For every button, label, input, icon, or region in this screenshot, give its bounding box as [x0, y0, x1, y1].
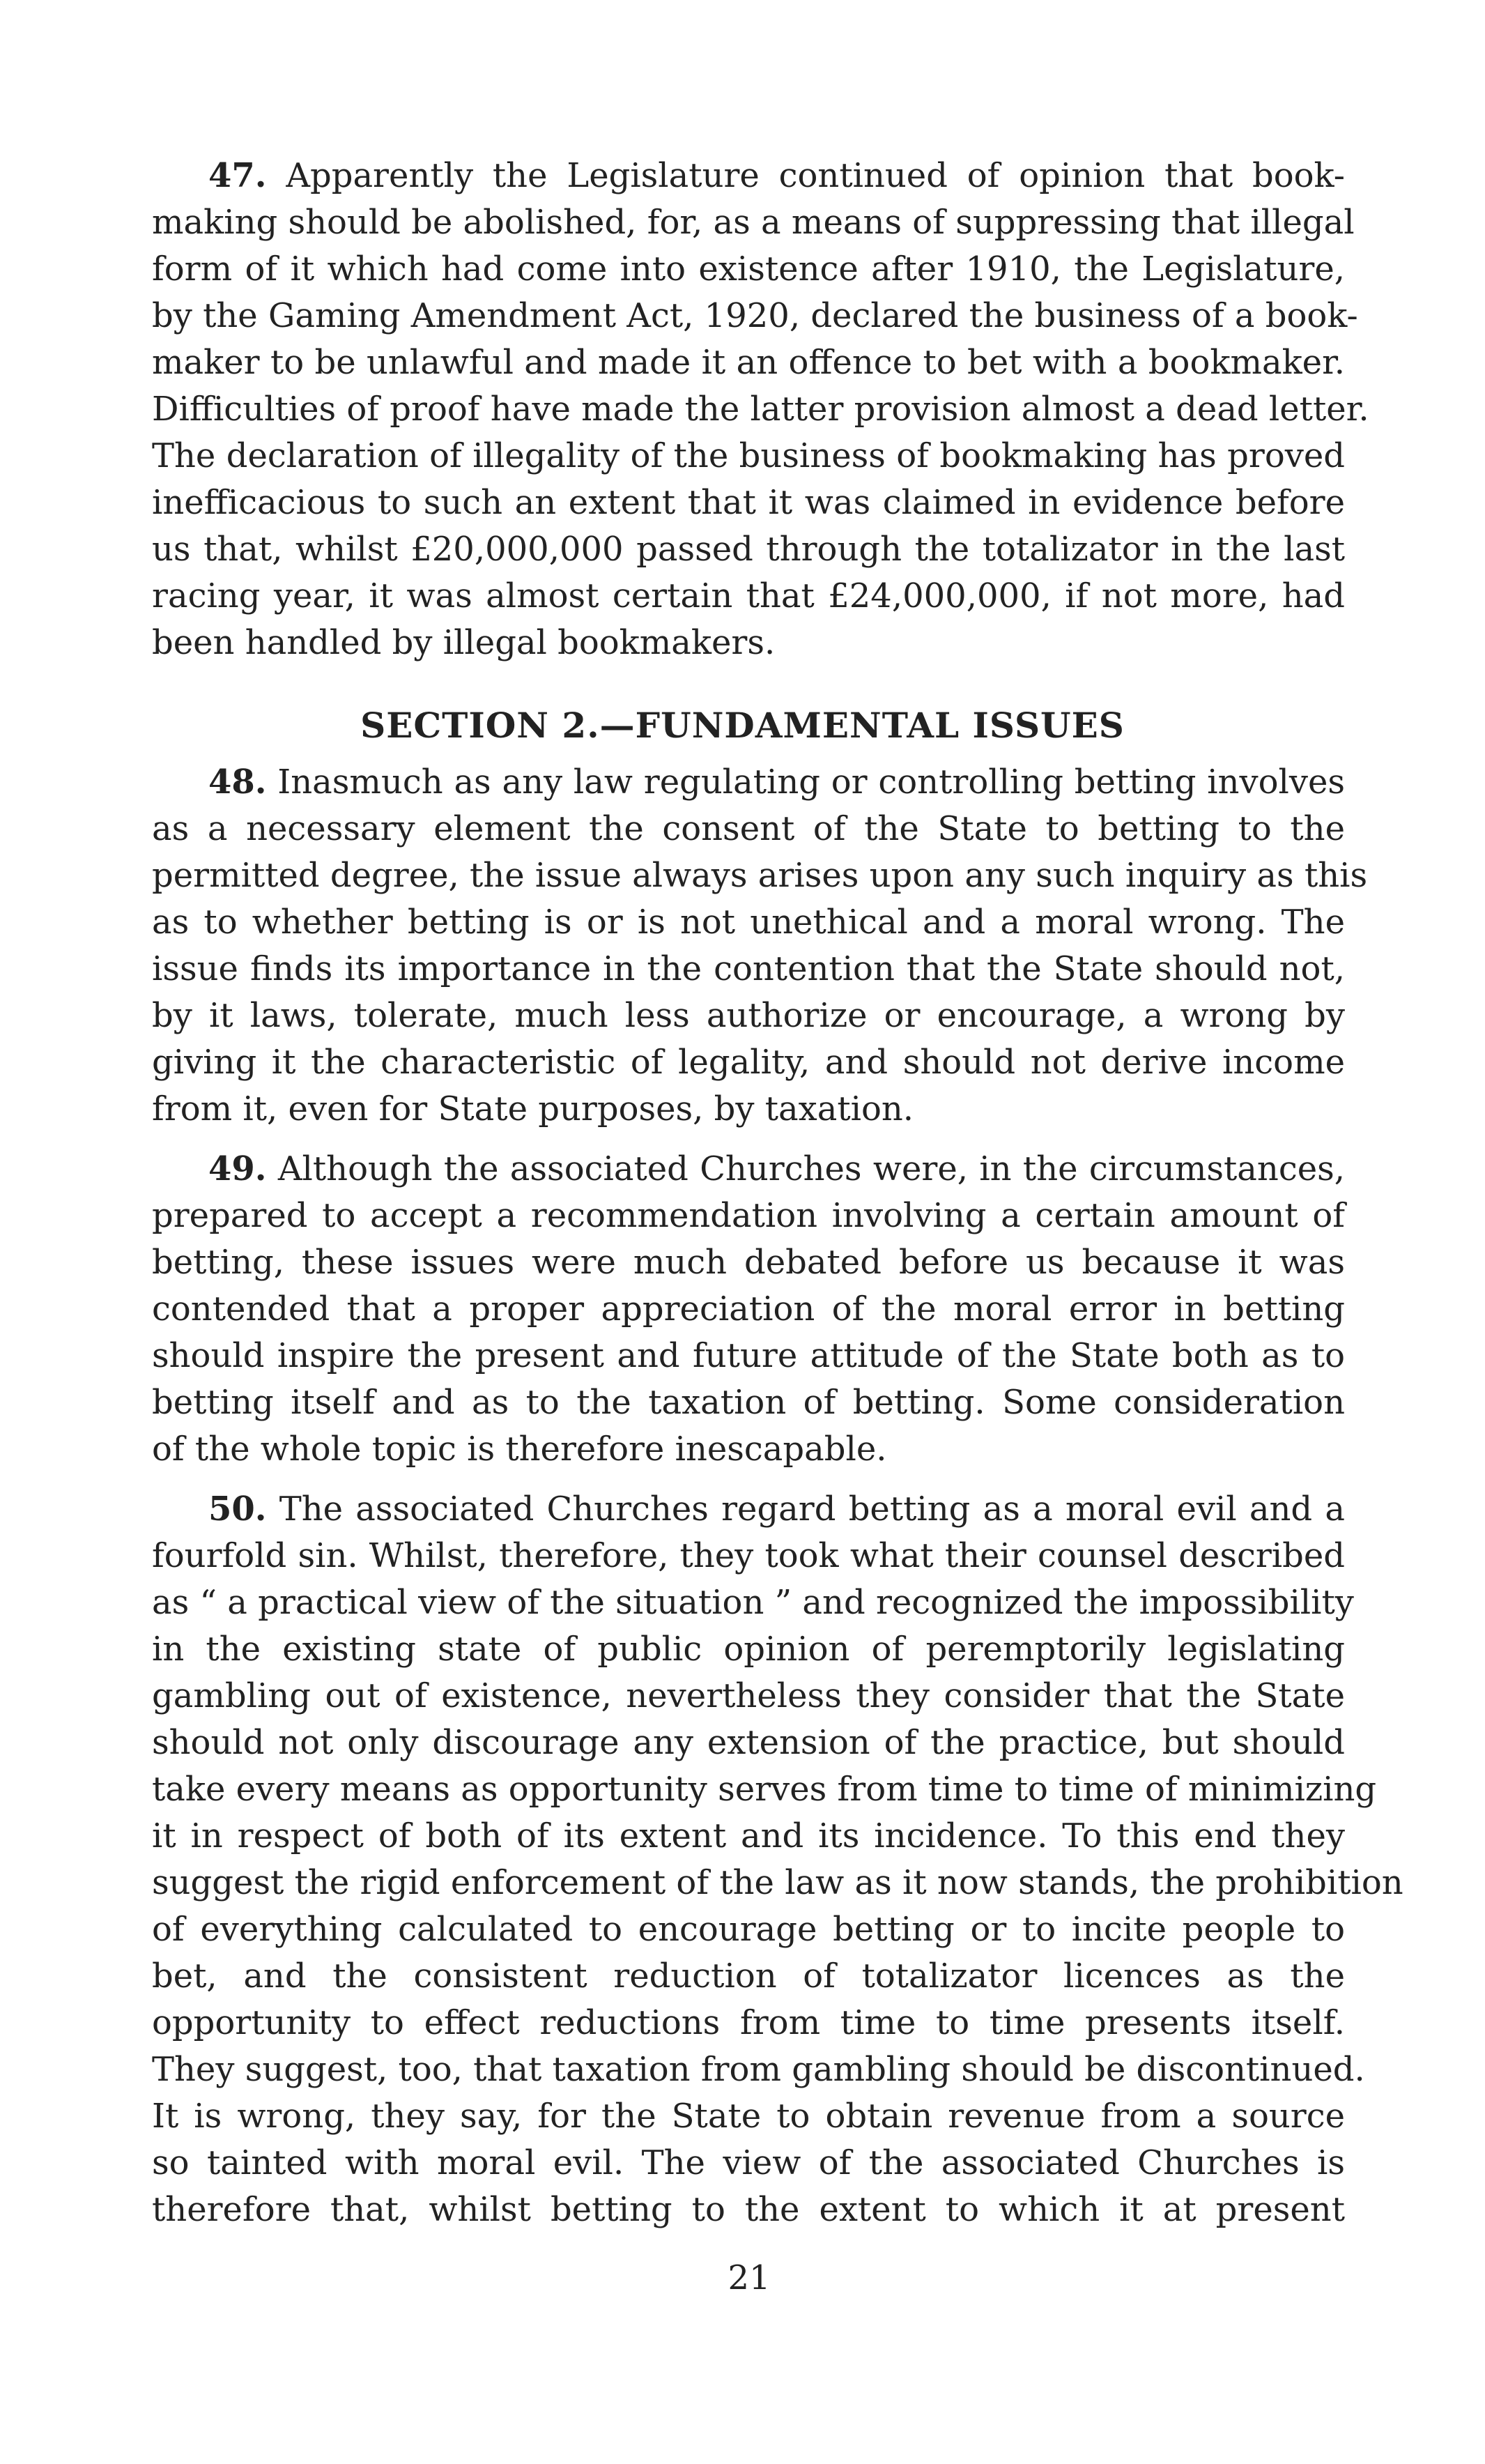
- paragraph-line: of the whole topic is therefore inescapable.: [152, 1430, 887, 1469]
- paragraph-line: making should be abolished, for, as a means of suppressing that illegal: [152, 203, 1355, 242]
- paragraph-line: racing year, it was almost certain that £24,000,000, if not more, had: [152, 576, 1345, 615]
- paragraph-line: gambling out of existence, nevertheless they consider that the State: [152, 1676, 1345, 1715]
- paragraph-line: permitted degree, the issue always arises upon any such inquiry as this: [152, 856, 1368, 895]
- paragraph-line: betting, these issues were much debated before us because it was: [152, 1243, 1345, 1282]
- paragraph-line: 48. Inasmuch as any law regulating or controlling betting involves: [208, 763, 1345, 802]
- paragraph-number: 47.: [208, 156, 267, 195]
- paragraph-line: as “ a practical view of the situation ” and recognized the impossibility: [152, 1583, 1354, 1622]
- paragraph-line: by the Gaming Amendment Act, 1920, declared the business of a book-: [152, 296, 1358, 335]
- paragraph-line: so tainted with moral evil. The view of the associated Churches is: [152, 2143, 1345, 2182]
- paragraph-line: fourfold sin. Whilst, therefore, they took what their counsel described: [152, 1536, 1345, 1575]
- paragraph-line: form of it which had come into existence after 1910, the Legislature,: [152, 250, 1345, 289]
- section-heading: SECTION 2.—FUNDAMENTAL ISSUES: [360, 705, 1125, 746]
- paragraph-line: should not only discourage any extension of the practice, but should: [152, 1723, 1345, 1762]
- paragraph-line: issue finds its importance in the contention that the State should not,: [152, 949, 1345, 988]
- page-number: 21: [728, 2258, 771, 2297]
- paragraph-line: prepared to accept a recommendation involving a certain amount of: [152, 1196, 1345, 1235]
- paragraph-line: suggest the rigid enforcement of the law as it now stands, the prohibition: [152, 1863, 1403, 1902]
- paragraph-line: betting itself and as to the taxation of betting. Some consideration: [152, 1383, 1345, 1422]
- paragraph-line: bet, and the consistent reduction of totalizator licences as the: [152, 1957, 1345, 1996]
- paragraph-line: 49. Although the associated Churches were, in the circumstances,: [208, 1149, 1345, 1188]
- paragraph-line: in the existing state of public opinion of peremptorily legislating: [152, 1630, 1345, 1669]
- paragraph-line: The declaration of illegality of the business of bookmaking has proved: [152, 436, 1345, 475]
- paragraph-line: us that, whilst £20,000,000 passed through the totalizator in the last: [152, 530, 1345, 569]
- paragraph-line: giving it the characteristic of legality, and should not derive income: [152, 1043, 1345, 1082]
- paragraph-line: 50. The associated Churches regard betting as a moral evil and a: [208, 1490, 1345, 1529]
- paragraph-line: 47. Apparently the Legislature continued of opinion that book-: [208, 156, 1345, 195]
- paragraph-line: from it, even for State purposes, by taxation.: [152, 1089, 914, 1128]
- paragraph-line: Difficulties of proof have made the latter provision almost a dead letter.: [152, 390, 1369, 429]
- paragraph-line: been handled by illegal bookmakers.: [152, 623, 776, 662]
- paragraph-line: take every means as opportunity serves from time to time of minimizing: [152, 1770, 1377, 1809]
- paragraph-line: by it laws, tolerate, much less authorize or encourage, a wrong by: [152, 996, 1345, 1035]
- paragraph-line: as to whether betting is or is not unethical and a moral wrong. The: [152, 903, 1345, 942]
- paragraph-line: contended that a proper appreciation of the moral error in betting: [152, 1290, 1345, 1329]
- paragraph-line: therefore that, whilst betting to the extent to which it at present: [152, 2190, 1345, 2229]
- paragraph-line: as a necessary element the consent of the State to betting to the: [152, 809, 1345, 848]
- paragraph-line: should inspire the present and future attitude of the State both as to: [152, 1336, 1345, 1375]
- paragraph-number: 48.: [208, 763, 267, 802]
- paragraph-line: It is wrong, they say, for the State to obtain revenue from a source: [152, 2097, 1345, 2136]
- paragraph-line: maker to be unlawful and made it an offence to bet with a bookmaker.: [152, 343, 1345, 382]
- paragraph-line: it in respect of both of its extent and its incidence. To this end they: [152, 1816, 1345, 1855]
- paragraph-line: of everything calculated to encourage betting or to incite people to: [152, 1910, 1345, 1949]
- paragraph-line: opportunity to effect reductions from time to time presents itself.: [152, 2003, 1345, 2042]
- paragraph-line: They suggest, too, that taxation from gambling should be discontinued.: [152, 2050, 1365, 2089]
- paragraph-number: 49.: [208, 1149, 267, 1188]
- paragraph-line: inefficacious to such an extent that it was claimed in evidence before: [152, 483, 1345, 522]
- paragraph-number: 50.: [208, 1490, 267, 1529]
